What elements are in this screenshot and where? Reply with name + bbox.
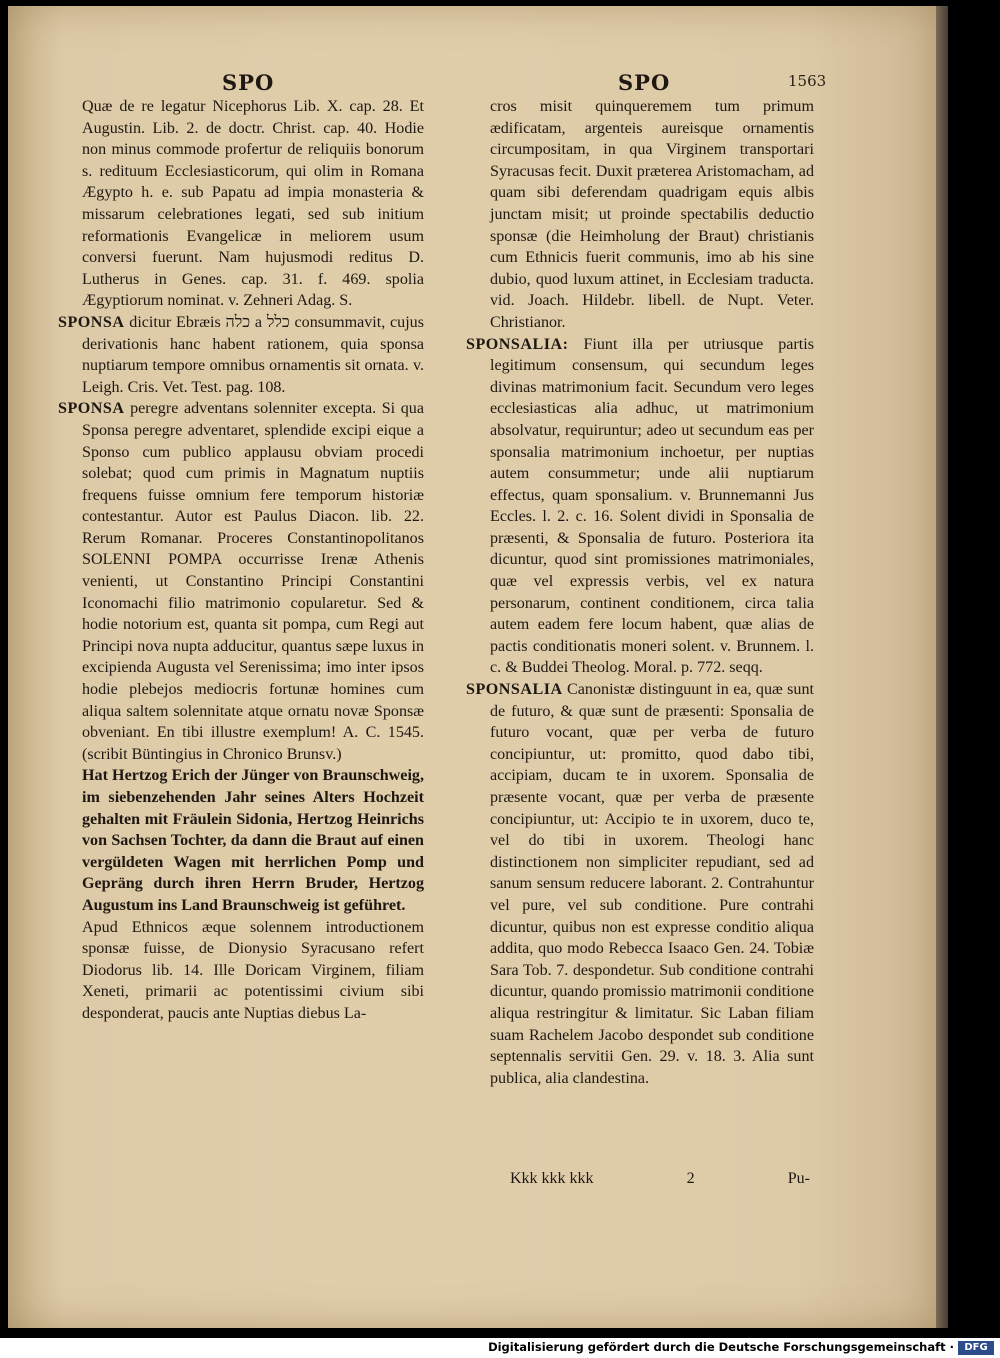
dictionary-entry <box>58 312 424 398</box>
entry-text: dicitur Ebræis כלה a כלל consummavit, cujus derivationis hanc habent rationem, quia sponsa nuptiarum tempore omnibus ornamentis sit ornata. v. Leigh. Cris. Vet. Test. pag. 108. <box>82 313 424 396</box>
dictionary-entry <box>466 679 814 1089</box>
dictionary-entry <box>466 334 814 680</box>
entry-text: peregre adventans solenniter excepta. Si qua Sponsa peregre adventaret, splendide excipi eique a Sponso cum publico applausu obviam procedi solebat; quod cum primis in Magnatum nuptiis frequens fuisse omnium fere temporum historiæ contestantur. Autor est Paulus Diacon. lib. 22. Rerum Romanar. Proceres Constantinopolitanos SOLENNI POMPA occurrisse Irenæ Athenis venienti, ut Constantino Principi Constantini Iconomachi filio matrimonio copularetur. Sed & hodie notorium est, quanta sit pompa, cum Regi aut Principi nova nupta adducitur, quantus sæpe luxus in excipienda Augusta vel Serenissima; imo inter ipsos hodie plebejos mediocris fortunæ homines cum aliqua saltem solennitate atque ornatu novæ Sponsæ obveniant. En tibi illustre exemplum! A. C. 1545. (scribit Büntingius in Chronico Brunsv.) <box>82 400 424 763</box>
page-number: 1563 <box>788 72 827 90</box>
right-running-head: SPO <box>618 70 671 95</box>
paragraph <box>58 917 424 1025</box>
funding-credit: Digitalisierung gefördert durch die Deutsche Forschungsgemeinschaft · <box>488 1340 954 1354</box>
paragraph <box>466 96 814 334</box>
dictionary-entry <box>58 398 424 765</box>
entry-text: Fiunt illa per utriusque partis legitimum consensum, qui secundum leges divinas matrimonium facit. Secundum vero leges ecclesiasticas alia adhuc, ut matrimonium absolvatur, requiruntur; adeo ut secundum eas per sponsalia matrimonium inchoetur, per nuptias autem consummetur; unde alii nuptiarum effectus, quam sponsalium. v. Brunnemanni Jus Eccles. l. 2. c. 16. Solent dividi in Sponsalia de præsenti, & Sponsalia de futuro. Posteriora ita dicuntur, quod sint promissiones matrimoniales, quæ vel expressis verbis, vel ex natura personarum, continent conditionem, circa talia autem eadem fere locum habent, quæ alias de pactis conditionatis moneri solent. v. Brunnem. l. c. & Buddei Theolog. Moral. p. 772. seqq. <box>490 335 814 677</box>
catchline <box>510 1170 810 1188</box>
german-quotation <box>58 765 424 916</box>
entry-lemma: SPONSA <box>58 313 125 331</box>
signature-number: 2 <box>686 1170 695 1187</box>
right-column <box>466 96 814 1089</box>
quotation-text: Hat Hertzog Erich der Jünger von Braunschweig, im siebenzehenden Jahr seines Alters Hochzeit gehalten mit Fräulein Sidonia, Hertzog Heinrichs von Sachsen Tochter, da dann die Braut auf einen vergüldeten Wagen mit herrlichen Pomp und Gepräng durch ihren Herrn Bruder, Hertzog Augustum ins Land Braunschweig ist geführet. <box>82 767 424 914</box>
signature-mark: Kkk kkk kkk <box>510 1170 594 1187</box>
dfg-logo: DFG <box>958 1341 994 1355</box>
entry-lemma: SPONSALIA: <box>466 335 569 353</box>
entry-lemma: SPONSA <box>58 400 125 418</box>
left-running-head: SPO <box>222 70 275 95</box>
paragraph-text: cros misit quinqueremem tum primum ædificatam, argenteis aureisque ornamentis circumpositam, in qua Virginem transportari Syracusas fecit. Duxit præterea Aristomacham, ad quam sibi deferendam quadrigam equis albis junctam misit; ut proinde spectabilis deductio sponsæ (die Heimholung der Braut) christianis cum Ethnicis fuerit communis, imo ab his sine dubio, quod luxum attinet, in Ecclesiam traducta. vid. Joach. Hildebr. libell. de Nupt. Veter. Christianor. <box>490 98 814 331</box>
entry-lemma: SPONSALIA <box>466 681 563 699</box>
paragraph-text: Quæ de re legatur Nicephorus Lib. X. cap. 28. Et Augustin. Lib. 2. de doctr. Christ. cap. 40. Hodie non minus commode profertur de reliquiis bonorum s. redituum Ecclesiasticorum, qui olim in Romana Ægypto h. e. sub Papatu ad impia monasteria & missarum celebrationes legati, sed sub initium reformationis Evangelicæ in meliorem usum conversi fuerunt. Nam hujusmodi reditus D. Lutherus in Genes. cap. 31. f. 469. spolia Ægyptiorum nominat. v. Zehneri Adag. S. <box>82 98 424 310</box>
catchword: Pu- <box>787 1170 810 1187</box>
paragraph <box>58 96 424 312</box>
entry-text: Canonistæ distinguunt in ea, quæ sunt de futuro, & quæ sunt de præsenti: Sponsalia de futuro vocant, quæ per verba de futuro concipiuntur, ut: promitto, quod dabo tibi, accipiam, ducam te in uxorem. Sponsalia de præsente vocant, quæ per verba de præsente concipiuntur, ut: Accipio te in uxorem, duco te, vel do tibi in uxorem. Theologi hanc distinctionem non simpliciter repudiant, sed ad sanum sensum reducere laborant. 2. Contrahuntur vel pure, vel sub conditione. Pure contrahi dicuntur, quibus non est expresse conditio aliqua addita, quo modo Rebecca Isaaco Gen. 24. Tobiæ Sara Tob. 7. despondetur. Sub conditione contrahi dicuntur, quando promissio matrimonii conditione aliqua restringitur & limitatur. Sic Laban filiam suam Rachelem Jacobo despondet sub conditione septennalis servitii Gen. 29. v. 18. 3. Alia sunt publica, alia clandestina. <box>490 681 814 1087</box>
page-edge <box>936 6 948 1328</box>
paragraph-text: Apud Ethnicos æque solennem introductionem sponsæ fuisse, de Dionysio Syracusano refert Diodorus lib. 14. Ille Doricam Virginem, filiam Xeneti, primarii ac potentissimi civium sibi desponderat, paucis ante Nuptias diebus La- <box>82 918 424 1022</box>
left-column <box>58 96 424 1025</box>
